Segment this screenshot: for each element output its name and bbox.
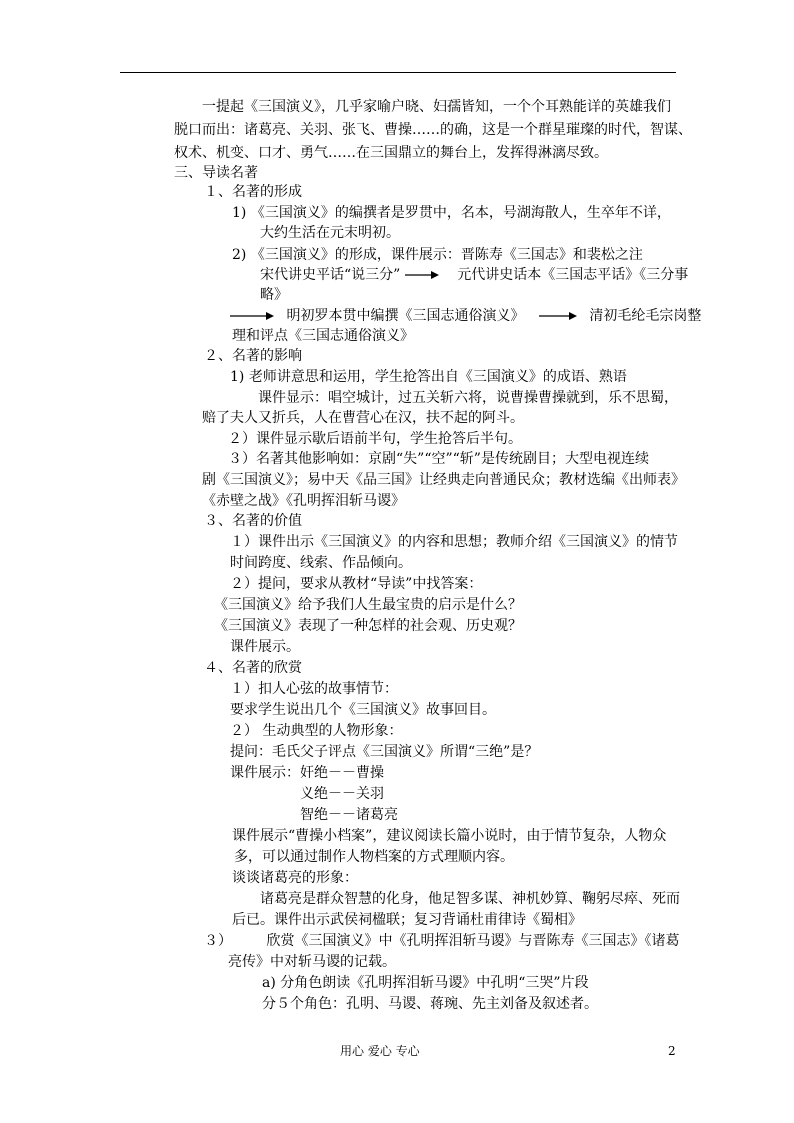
list-item-line: [204, 932, 679, 950]
page-number: 2: [668, 1044, 676, 1058]
list-item-line: 后已。课件出示武侯祠楹联；复习背诵杜甫律诗《蜀相》: [232, 912, 582, 928]
list-item-line: 《赤壁之战》《孔明挥泪斩马谡》: [202, 493, 405, 509]
list-item-line: 要求学生说出几个《三国演义》故事回目。: [230, 702, 496, 718]
intro-line: 权术、机变、口才、勇气……在三国鼎立的舞台上，发挥得淋漓尽致。: [174, 145, 608, 161]
list-item-line: 《三国演义》给予我们人生最宝贵的启示是什么？: [214, 597, 522, 613]
list-item-line: 义绝－－关羽: [300, 786, 384, 802]
list-item-line: 理和评点《三国志通俗演义》: [232, 328, 414, 344]
subsection-heading: １、名著的形成: [204, 184, 302, 200]
list-item-line: 分５个角色：孔明、马谡、蒋琬、先主刘备及叙述者。: [262, 996, 598, 1012]
list-item-line: 课件显示：唱空城计，过五关斩六将，说曹操曹操就到，乐不思蜀，: [258, 390, 678, 406]
subsection-heading: ４、名著的欣赏: [204, 660, 302, 676]
list-item-line: 提问：毛氏父子评点《三国演义》所谓“三绝”是？: [230, 744, 539, 760]
list-item-line: 多，可以通过制作人物档案的方式理顺内容。: [234, 849, 514, 865]
list-item-line: 赔了夫人又折兵，人在曹营心在汉，扶不起的阿斗。: [202, 410, 524, 426]
list-item-line: ２） 生动典型的人物形象：: [230, 723, 403, 739]
intro-line: 脱口而出：诸葛亮、关羽、张飞、曹操……的确，这是一个群星璀璨的时代，智谋、: [174, 122, 692, 138]
list-item-line: 1) 老师讲意思和运用，学生抢答出自《三国演义》的成语、熟语: [230, 369, 627, 385]
section-heading: 三、导读名著: [174, 165, 258, 181]
list-item-number: ３）: [204, 933, 232, 949]
formation-stage-text: 明初罗本贯中编撰《三国志通俗演义》: [286, 308, 525, 324]
list-item-line: 亮传》中对斩马谡的记载。: [228, 954, 396, 970]
list-item-line: [230, 307, 701, 325]
formation-stage-text: 元代讲史话本《三国志平话》《三分事: [457, 267, 689, 283]
subsection-heading: ３、名著的价值: [204, 513, 302, 529]
list-item-line: １）扣人心弦的故事情节：: [230, 681, 398, 697]
list-item-line: 课件展示：奸绝－－曹操: [230, 765, 384, 781]
list-item-line: ２）课件显示歇后语前半句，学生抢答后半句。: [228, 431, 522, 447]
list-item-line: 诸葛亮是群众智慧的化身，他足智多谋、神机妙算、鞠躬尽瘁、死而: [260, 891, 680, 907]
list-item-line: a) 分角色朗读《孔明挥泪斩马谡》中孔明“三哭”片段: [262, 975, 589, 991]
list-item-text: 欣赏《三国演义》中《孔明挥泪斩马谡》与晋陈寿《三国志》《诸葛: [266, 933, 680, 949]
list-item-line: ２）提问，要求从教材“导读”中找答案：: [230, 576, 483, 592]
list-item-line: 剧《三国演义》；易中天《品三国》让经典走向普通民众；教材选编《出师表》: [202, 472, 685, 488]
footer-motto: 用心 爱心 专心: [340, 1044, 420, 1058]
list-item-line: 《三国演义》表现了一种怎样的社会观、历史观？: [214, 618, 522, 634]
list-item-line: 课件展示“曹操小档案”，建议阅读长篇小说时，由于情节复杂，人物众: [232, 828, 667, 844]
arrow-right-icon: [539, 311, 577, 321]
list-item-line: 1) 《三国演义》的编撰者是罗贯中，名本，号湖海散人，生卒年不详，: [232, 205, 671, 221]
list-item-line: 略》: [260, 287, 288, 303]
arrow-right-icon: [405, 270, 439, 280]
list-item-line: 2) 《三国演义》的形成，课件展示：晋陈寿《三国志》和裴松之注: [232, 247, 643, 263]
list-item-line: ３）名著其他影响如：京剧“失”“空”“斩”是传统剧目；大型电视连续: [228, 451, 649, 467]
list-item-line: 课件展示。: [230, 639, 300, 655]
list-item-line: 智绝－－诸葛亮: [300, 807, 398, 823]
subsection-heading: ２、名著的影响: [204, 348, 302, 364]
arrow-right-icon: [230, 311, 274, 321]
list-item-line: 时间跨度、线索、作品倾向。: [230, 555, 412, 571]
header-rule: [120, 72, 676, 73]
intro-line: 一提起《三国演义》，几乎家喻户晓、妇孺皆知，一个个耳熟能详的英雄我们: [202, 99, 671, 115]
list-item-line: 谈谈诸葛亮的形象：: [232, 870, 358, 886]
formation-stage-text: 清初毛纶毛宗岗整: [589, 308, 702, 324]
list-item-line: １）课件出示《三国演义》的内容和思想；教师介绍《三国演义》的情节: [230, 534, 678, 550]
list-item-line: 大约生活在元末明初。: [260, 225, 400, 241]
formation-stage-text: 宋代讲史平话“说三分”: [260, 267, 401, 283]
list-item-line: [260, 266, 688, 284]
